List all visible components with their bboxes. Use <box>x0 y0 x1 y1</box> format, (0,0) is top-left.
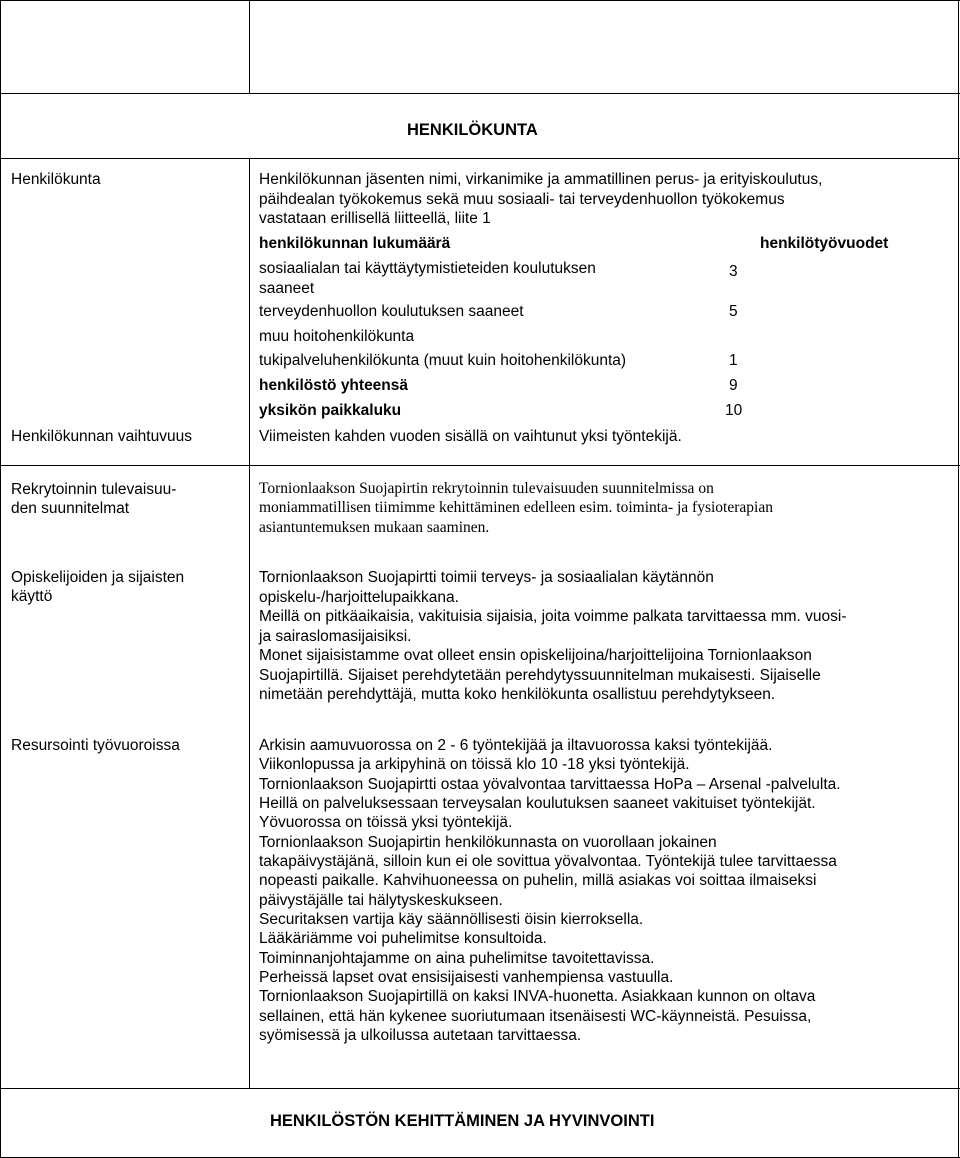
resursointi-line: takapäivystäjänä, silloin kun ei ole sovittua yövalvontaa. Työntekijä tulee tarvittaessa <box>259 852 837 870</box>
resursointi-line: Yövuorossa on töissä yksi työntekijä. <box>259 814 513 832</box>
staff-row-label: tukipalveluhenkilökunta (muut kuin hoitohenkilökunta) <box>259 352 627 369</box>
row-divider-footer <box>0 1088 960 1089</box>
resursointi-line: Tornionlaakson Suojapirtin henkilökunnasta on vuorollaan jokainen <box>259 833 717 851</box>
intro-line: vastataan erillisellä liitteellä, liite 1 <box>259 210 491 227</box>
staff-row-value: 3 <box>729 263 738 280</box>
label-rekrytointi-line1: Rekrytoinnin tulevaisuu- <box>11 481 177 498</box>
resursointi-line: Arkisin aamuvuorossa on 2 - 6 työntekijää ja iltavuorossa kaksi työntekijää. <box>259 737 773 754</box>
staff-row-label <box>259 259 596 299</box>
resursointi-line: Toiminnanjohtajamme on aina puhelimitse tavoitettavissa. <box>259 949 655 967</box>
label-opiskelijat-line1: Opiskelijoiden ja sijaisten <box>11 569 185 586</box>
intro-line: Henkilökunnan jäsenten nimi, virkanimike ja ammatillinen perus- ja erityiskoulutus, <box>259 171 823 188</box>
opiskelijat-line: Tornionlaakson Suojapirtti toimii terveys- ja sosiaalialan käytännön <box>259 569 714 586</box>
capacity-value: 10 <box>725 402 743 419</box>
row-divider-rekrytointi <box>0 465 960 466</box>
resursointi-line: Securitaksen vartija käy säännöllisesti öisin kierroksella. <box>259 910 644 928</box>
resursointi-line: nopeasti paikalle. Kahvihuoneessa on puhelin, millä asiakas voi soittaa ilmaiseksi <box>259 872 817 890</box>
col-header-count: henkilökunnan lukumäärä <box>259 235 451 252</box>
footer-title: HENKILÖSTÖN KEHITTÄMINEN JA HYVINVOINTI <box>270 1112 655 1130</box>
opiskelijat-line: ja sairaslomasijaisiksi. <box>259 627 412 645</box>
label-rekrytointi <box>11 480 176 518</box>
rekrytointi-text <box>259 479 773 537</box>
label-vaihtuvuus: Henkilökunnan vaihtuvuus <box>11 428 192 445</box>
staff-row-label: terveydenhuollon koulutuksen saaneet <box>259 303 524 320</box>
opiskelijat-line: nimetään perehdyttäjä, mutta koko henkilökunta osallistuu perehdytykseen. <box>259 686 776 703</box>
intro-line: päihdealan työkokemus sekä muu sosiaali- tai terveydenhuollon työkokemus <box>259 190 785 208</box>
resursointi-line: sellainen, että hän kykenee suoriutumaan itsenäisesti WC-käynneistä. Pesuissa, <box>259 1007 812 1025</box>
column-divider <box>249 158 250 1088</box>
top-divider-vertical <box>249 0 250 94</box>
staff-row-value: 5 <box>729 303 738 320</box>
capacity-label: yksikön paikkaluku <box>259 402 402 419</box>
header-top-line <box>0 93 960 94</box>
label-henkilokunta: Henkilökunta <box>11 171 101 188</box>
staff-row-label: muu hoitohenkilökunta <box>259 328 415 345</box>
opiskelijat-line: Meillä on pitkäaikaisia, vakituisia sijaisia, joita voimme palkata tarvittaessa mm. vuosi- <box>259 608 847 625</box>
label-opiskelijat-line2: käyttö <box>11 588 53 605</box>
header-bottom-line <box>0 158 960 159</box>
resursointi-line: Perheissä lapset ovat ensisijaisesti vanhempiensa vastuulla. <box>259 968 674 986</box>
right-border <box>958 0 959 1158</box>
col-header-years: henkilötyövuodet <box>760 235 889 252</box>
staff-row-value: 1 <box>729 352 738 369</box>
resursointi-line: Lääkäriämme voi puhelimitse konsultoida. <box>259 930 547 948</box>
resursointi-line: Tornionlaakson Suojapirtillä on kaksi INVA-huonetta. Asiakkaan kunnon on oltava <box>259 988 816 1006</box>
label-resursointi: Resursointi työvuoroissa <box>11 737 180 754</box>
opiskelijat-line: opiskelu-/harjoittelupaikkana. <box>259 588 459 606</box>
staff-row-label-line2: saaneet <box>259 280 315 297</box>
rekrytointi-line: Tornionlaakson Suojapirtin rekrytoinnin tulevaisuuden suunnitelmissa on <box>259 480 714 497</box>
label-rekrytointi-line2: den suunnitelmat <box>11 500 130 517</box>
top-border <box>0 0 960 1</box>
resursointi-text <box>259 736 841 1045</box>
opiskelijat-line: Suojapirtillä. Sijaiset perehdytetään perehdytyssuunnitelman mukaisesti. Sijaiselle <box>259 666 821 684</box>
henkilokunta-intro <box>259 170 822 229</box>
staff-total-value: 9 <box>729 377 738 394</box>
vaihtuvuus-text: Viimeisten kahden vuoden sisällä on vaihtunut yksi työntekijä. <box>259 428 682 445</box>
resursointi-line: päivystäjälle tai hälytyskeskukseen. <box>259 891 503 909</box>
section-title: HENKILÖKUNTA <box>407 121 538 139</box>
resursointi-line: Viikonlopussa ja arkipyhinä on töissä klo 10 -18 yksi työntekijä. <box>259 756 690 774</box>
staff-total-label: henkilöstö yhteensä <box>259 377 409 394</box>
rekrytointi-line: moniammatillisen tiimimme kehittäminen edelleen esim. toiminta- ja fysioterapian <box>259 499 773 517</box>
resursointi-line: Tornionlaakson Suojapirtti ostaa yövalvontaa tarvittaessa HoPa – Arsenal -palvelulta. <box>259 775 841 793</box>
staff-row-label-line1: sosiaalialan tai käyttäytymistieteiden koulutuksen <box>259 260 596 277</box>
opiskelijat-text <box>259 568 847 705</box>
label-opiskelijat <box>11 568 184 606</box>
resursointi-line: Heillä on palveluksessaan terveysalan koulutuksen saaneet vakituiset työntekijät. <box>259 794 816 812</box>
resursointi-line: syömisessä ja ulkoilussa autetaan tarvittaessa. <box>259 1026 582 1044</box>
left-border <box>0 0 1 1158</box>
opiskelijat-line: Monet sijaisistamme ovat olleet ensin opiskelijoina/harjoittelijoina Tornionlaakson <box>259 647 812 664</box>
rekrytointi-line: asiantuntemuksen mukaan saaminen. <box>259 518 490 536</box>
